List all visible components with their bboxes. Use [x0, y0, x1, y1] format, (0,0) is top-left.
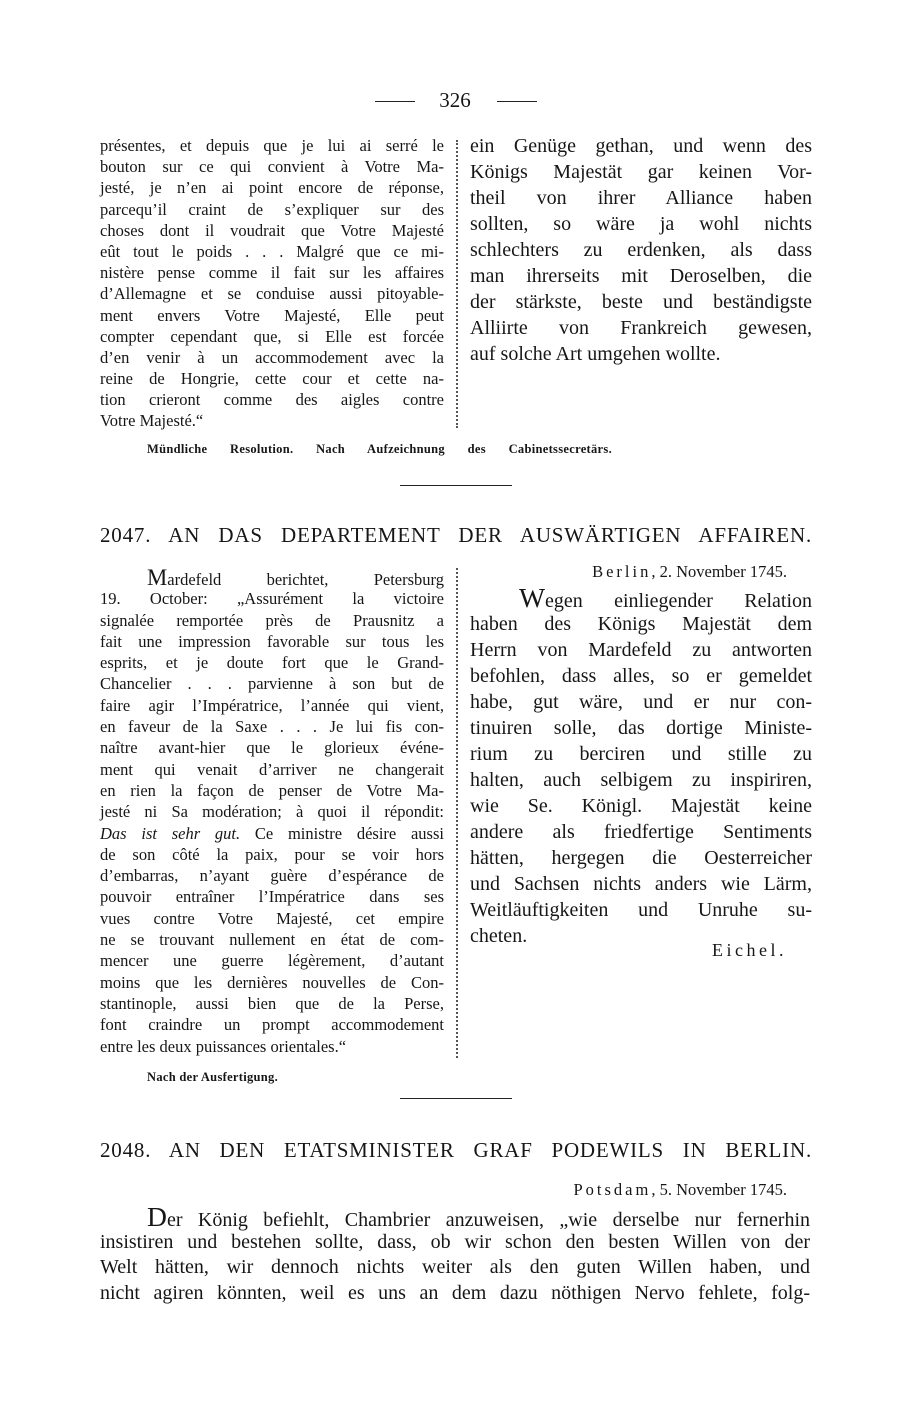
text-line: sollten, so wäre ja wohl nichts	[470, 213, 812, 235]
text-line: compter cependant que, si Elle est forcée	[100, 326, 444, 346]
text-line: ment qui venait d’arriver ne changerait	[100, 759, 444, 779]
text-line: tinuiren solle, das dortige Ministe-	[470, 717, 812, 739]
column-divider	[456, 568, 458, 1058]
text-line: Chancelier . . . parvienne à son but de	[100, 674, 444, 694]
text-line: Alliirte von Frankreich gewesen,	[470, 317, 812, 339]
text-line: esprits, et je doute fort que le Grand-	[100, 653, 444, 673]
text-line: en rien la façon de penser de Votre Ma-	[100, 780, 444, 800]
dateline-place: Potsdam	[573, 1180, 652, 1199]
section-separator-rule	[400, 1098, 512, 1099]
text-line: rium zu berciren und stille zu	[470, 743, 812, 765]
text-line: ne se trouvant nullement en état de com-	[100, 930, 444, 950]
document-heading-2048: 2048. AN DEN ETATSMINISTER GRAF PODEWILS IN BERLIN.	[100, 1138, 812, 1162]
column-divider	[456, 140, 458, 428]
text-line: mencer une guerre légèrement, d’autant	[100, 951, 444, 971]
text-line: jesté, je n’en ai point encore de réponse,	[100, 178, 444, 198]
text-line: cheten.	[470, 925, 528, 947]
continuation-french-column	[100, 135, 444, 432]
text-line: Wegen einliegender Relation	[519, 582, 812, 613]
text-line: tion crieront comme des aigles contre	[100, 390, 444, 410]
text-line: font craindre un prompt accommodement	[100, 1015, 444, 1035]
text-line: parcequ’il craint de s’expliquer sur des	[100, 199, 444, 219]
continuation-german-column	[470, 133, 812, 367]
text-line: nicht agiren könnten, weil es uns an dem dazu nöthigen Nervo fehlete, folg-	[100, 1282, 810, 1305]
text-line: Weitläuftigkeiten und Unruhe su-	[470, 899, 812, 921]
text-line: vues contre Votre Majesté, cet empire	[100, 908, 444, 928]
text-line: habe, gut wäre, und er nur con-	[470, 691, 812, 713]
italic-quote: Das ist sehr gut.	[100, 823, 241, 843]
text-line: fait une impression favorable sur tous les	[100, 631, 444, 651]
text-line: faire agir l’Impératrice, l’année qui vient,	[100, 695, 444, 715]
document-heading-2047: 2047. AN DAS DEPARTEMENT DER AUSWÄRTIGEN AFFAIREN.	[100, 523, 812, 547]
text-line: en faveur de la Saxe . . . Je lui fis con-	[100, 717, 444, 737]
text-line: wie Se. Königl. Majestät keine	[470, 795, 812, 817]
text-line: de son côté la paix, pour se voir hors	[100, 844, 444, 864]
text-line: ment envers Votre Majesté, Elle peut	[100, 305, 444, 325]
text-line: bouton sur ce qui convient à Votre Ma-	[100, 157, 444, 177]
page-number-dash-left	[375, 101, 415, 102]
text-line: andere als friedfertige Sentiments	[470, 821, 812, 843]
text-line: hätten, hergegen die Oesterreicher	[470, 847, 812, 869]
order-paragraph	[100, 1201, 810, 1307]
text-line: theil von ihrer Alliance haben	[470, 187, 812, 209]
text-line: Herrn von Mardefeld zu antworten	[470, 639, 812, 661]
text-line: schlechters zu erdenken, als dass	[470, 239, 812, 261]
text-line: Welt hätten, wir dennoch nichts weiter als den guten Willen haben, und	[100, 1256, 810, 1279]
text-line: und Sachsen nichts anders wie Lärm,	[470, 873, 812, 895]
text-line: nistère pense comme il fait sur les affaires	[100, 263, 444, 283]
text-line: man ihrerseits mit Deroselben, die	[470, 265, 812, 287]
text-line: befohlen, dass alles, so er gemeldet	[470, 665, 812, 687]
text-line: entre les deux puissances orientales.“	[100, 1036, 347, 1056]
dateline	[100, 1178, 812, 1202]
section-separator-rule	[400, 485, 512, 486]
text-line: 19. October: „Assurément la victoire	[100, 589, 444, 609]
text-line: eût tout le poids . . . Malgré que ce mi-	[100, 241, 444, 261]
text-line: d’Allemagne et se conduise aussi pitoyable-	[100, 284, 444, 304]
text-line: naître avant-hier que le glorieux événe-	[100, 738, 444, 758]
text-line: Mardefeld berichtet, Petersburg	[147, 565, 444, 590]
signature: Eichel.	[712, 940, 787, 960]
text-line: Der König befiehlt, Chambrier anzuweisen, „wie derselbe nur fernerhin	[147, 1201, 810, 1232]
text-line: moins que les dernières nouvelles de Con-	[100, 972, 444, 992]
text-line: pouvoir entraîner l’Impératrice dans ses	[100, 887, 444, 907]
source-note: Nach der Ausfertigung.	[147, 1070, 279, 1084]
text-line: ein Genüge gethan, und wenn des	[470, 135, 812, 157]
text-line: halten, auch selbigem zu inspiriren,	[470, 769, 812, 791]
text-line-rest: Ce ministre désire aussi	[240, 823, 444, 843]
page-number-dash-right	[497, 101, 537, 102]
source-note: Mündliche Resolution. Nach Aufzeichnung des Cabinetssecretärs.	[147, 442, 612, 456]
text-line: Königs Majestät gar keinen Vor-	[470, 161, 812, 183]
text-line	[100, 823, 444, 844]
text-line: auf solche Art umgehen wollte.	[470, 343, 721, 365]
text-line: choses dont il voudrait que Votre Majesté	[100, 220, 444, 240]
text-line: signalée remportée près de Prausnitz a	[100, 610, 444, 630]
text-line: Votre Majesté.“	[100, 411, 204, 431]
dateline-date: , 2. November 1745.	[651, 562, 787, 581]
text-line: d’en venir à un accommodement avec la	[100, 347, 444, 367]
reply-column	[470, 582, 812, 949]
page-number: 326	[439, 88, 471, 112]
dateline	[470, 560, 812, 584]
text-line: insistiren und bestehen sollte, dass, ob wir schon den besten Willen von der	[100, 1230, 810, 1253]
text-line: haben des Königs Majestät dem	[470, 613, 812, 635]
text-line: d’embarras, n’ayant guère d’espérance de	[100, 866, 444, 886]
text-line: der stärkste, beste und beständigste	[470, 291, 812, 313]
text-line: reine de Hongrie, cette cour et cette na-	[100, 369, 444, 389]
dateline-date: , 5. November 1745.	[651, 1180, 787, 1199]
text-line: stantinople, aussi bien que de la Perse,	[100, 993, 444, 1013]
text-line: présentes, et depuis que je lui ai serré le	[100, 136, 444, 155]
text-line: jesté ni Sa modération; à quoi il répondit:	[100, 802, 444, 822]
dateline-place: Berlin	[592, 562, 652, 581]
report-summary-column	[100, 567, 444, 1057]
